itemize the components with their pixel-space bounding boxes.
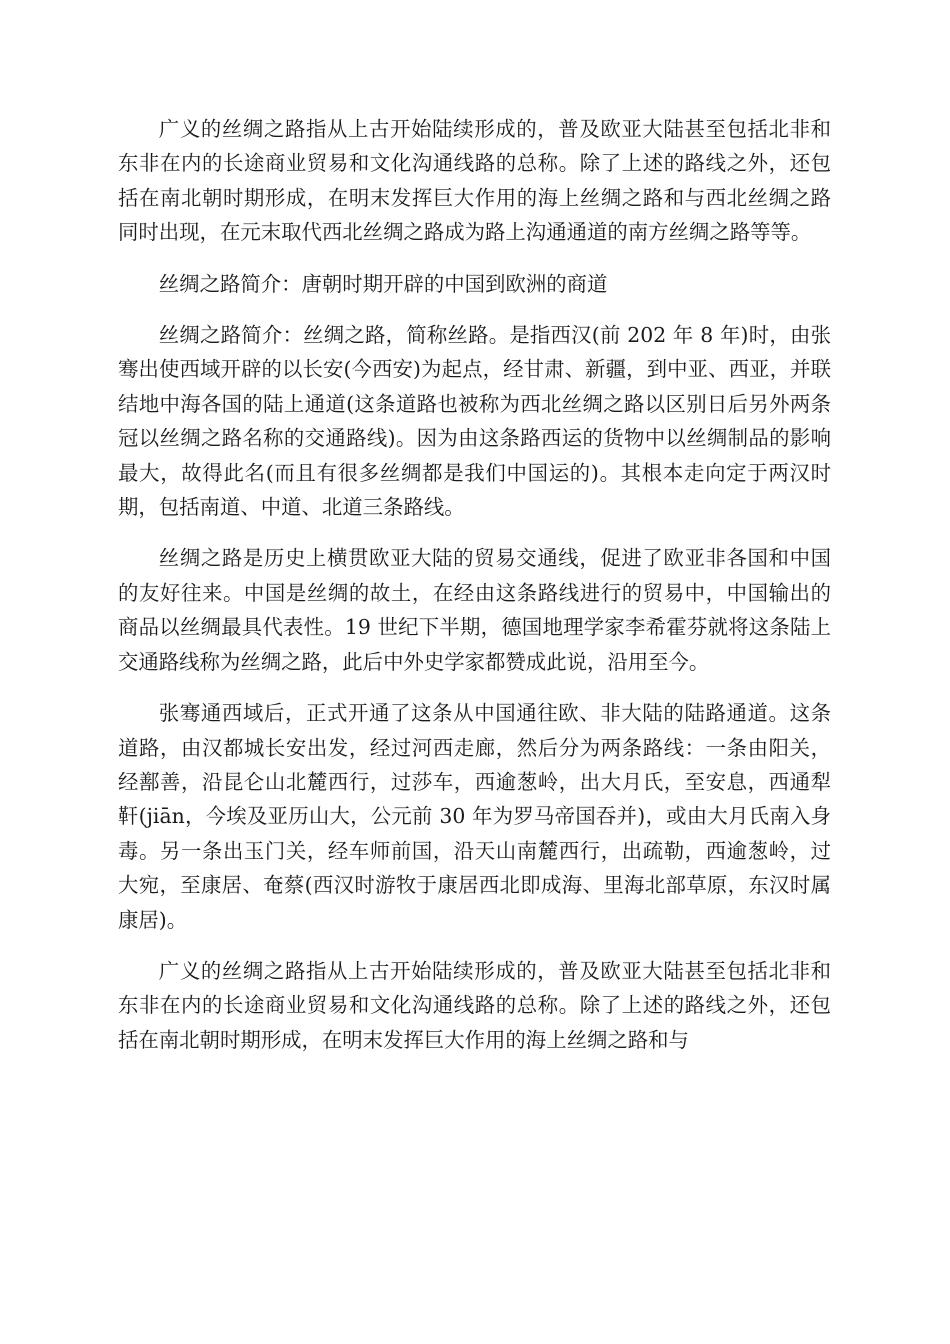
paragraph-broad-definition: 广义的丝绸之路指从上古开始陆续形成的，普及欧亚大陆甚至包括北非和东非在内的长途商业贸易和文化沟通线路的总称。除了上述的路线之外，还包括在南北朝时期形成，在明末发挥巨大作用的海上丝绸之路和与西北丝绸之路同时出现，在元末取代西北丝绸之路成为路上沟通通道的南方丝绸之路等等。: [118, 117, 831, 245]
paragraph-trade-route: 丝绸之路是历史上横贯欧亚大陆的贸易交通线，促进了欧亚非各国和中国的友好往来。中国是丝绸的故土，在经由这条路线进行的贸易中，中国输出的商品以丝绸最具代表性。19 世纪下半期，德国地理学家李希霍芬就将这条陆上交通路线称为丝绸之路，此后中外史学家都赞成此说，沿用至今。: [118, 546, 831, 674]
paragraph-broad-definition-repeat: 广义的丝绸之路指从上古开始陆续形成的，普及欧亚大陆甚至包括北非和东非在内的长途商业贸易和文化沟通线路的总称。除了上述的路线之外，还包括在南北朝时期形成，在明末发挥巨大作用的海上丝绸之路和与: [118, 958, 831, 1052]
paragraph-intro: 丝绸之路简介：丝绸之路，简称丝路。是指西汉(前 202 年 8 年)时，由张骞出使西域开辟的以长安(今西安)为起点，经甘肃、新疆，到中亚、西亚，并联结地中海各国的陆上通道(这条道路也被称为西北丝绸之路以区别日后另外两条冠以丝绸之路名称的交通路线)。因为由这条路西运的货物中以丝绸制品的影响最大，故得此名(而且有很多丝绸都是我们中国运的)。其根本走向定于两汉时期，包括南道、中道、北道三条路线。: [118, 323, 831, 520]
paragraph-zhang-qian: 张骞通西域后，正式开通了这条从中国通往欧、非大陆的陆路通道。这条道路，由汉都城长安出发，经过河西走廊，然后分为两条路线：一条由阳关，经鄯善，沿昆仑山北麓西行，过莎车，西逾葱岭，出大月氏，至安息，西通犁靬(jiān，今埃及亚历山大，公元前 30 年为罗马帝国吞并)，或由大月氏南入身毒。另一条出玉门关，经车师前国，沿天山南麓西行，出疏勒，西逾葱岭，过大宛，至康居、奄蔡(西汉时游牧于康居西北即成海、里海北部草原，东汉时属康居)。: [118, 701, 831, 932]
document-body: [118, 112, 831, 1074]
paragraph-intro-heading: 丝绸之路简介：唐朝时期开辟的中国到欧洲的商道: [158, 271, 608, 296]
